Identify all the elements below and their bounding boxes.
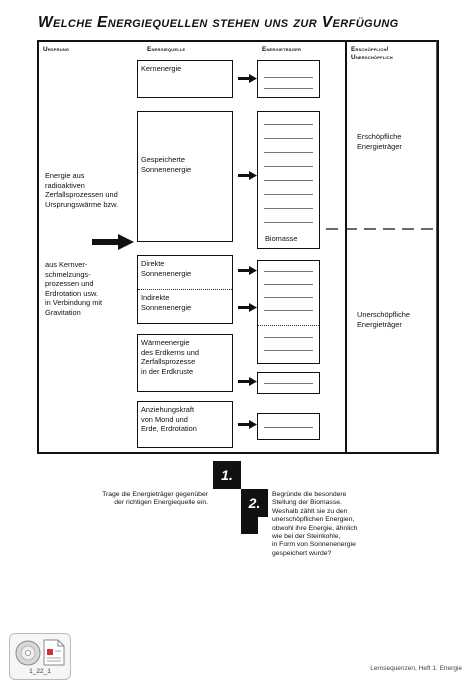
text-line: aus Kernver- [45, 260, 88, 269]
writing-line [264, 337, 313, 338]
writing-line [264, 427, 313, 428]
text-line: Indirekte [141, 293, 170, 302]
source-kernenergie [137, 60, 233, 98]
text-line: des Erdkerns und [141, 347, 199, 357]
right-arrow-icon [238, 420, 257, 429]
source-label [138, 152, 232, 177]
header-erschoepflich [351, 46, 393, 62]
header-energietraeger: Energieträger [262, 46, 302, 53]
text-line: prozessen und [45, 279, 94, 289]
source-sonnenenergie [137, 255, 233, 324]
right-arrow-icon [238, 377, 257, 386]
source-label [138, 335, 232, 379]
writing-line [264, 284, 313, 285]
text-line: Zerfallsprozessen und [45, 190, 118, 200]
task-number-1: 1. [213, 461, 241, 489]
source-label-direkt [138, 256, 232, 281]
right-arrow-icon [238, 74, 257, 83]
text-line: radioaktiven [45, 180, 85, 190]
writing-line [264, 297, 313, 298]
writing-line [264, 194, 313, 195]
task-number-2: 2. [241, 489, 268, 517]
text-line: Energie aus [45, 171, 85, 180]
right-arrow-icon [238, 303, 257, 312]
biomass-label: Biomasse [265, 234, 298, 243]
text-line: Trage die Energieträger gegenüber [102, 491, 208, 498]
text-line: Erde, Erdrotation [141, 424, 197, 434]
category-unerschoepflich [357, 310, 410, 329]
writing-line [264, 152, 313, 153]
text-line: Gespeicherte [141, 155, 185, 164]
document-icon [43, 639, 65, 666]
carrier-field[interactable] [257, 260, 320, 364]
dashed-divider [326, 227, 438, 231]
text-line: Wärmeenergie [141, 338, 190, 347]
carrier-field[interactable] [257, 60, 320, 98]
task-1-text [80, 491, 208, 508]
text-line: obwohl ihre Energie, ähnlich [272, 524, 358, 532]
right-arrow-icon [238, 266, 257, 275]
text-line: Energieträger [357, 141, 402, 151]
text-line: Sonnenenergie [141, 268, 192, 278]
writing-line [264, 310, 313, 311]
text-line: Erschöpfliche [357, 132, 402, 141]
text-line: unerschöpflichen Energien, [272, 516, 355, 524]
series-label: Lernsequenzen, Heft 1: Energie [370, 665, 462, 672]
writing-line [264, 271, 313, 272]
text-line: Unerschöpfliche [357, 310, 410, 319]
text-line: schmelzungs- [45, 269, 91, 279]
origin-radioactive [45, 171, 137, 209]
text-line: Sonnenenergie [141, 302, 192, 312]
task-marker-block [241, 517, 258, 534]
text-line: in Verbindung mit [45, 298, 103, 308]
source-label [138, 402, 232, 437]
text-line: Zerfallsprozesse [141, 357, 196, 367]
right-arrow-icon [92, 234, 134, 250]
text-line: Weshalb zählt sie zu den [272, 507, 348, 515]
header-line: Erschöpflich/ [351, 46, 389, 53]
page-title: Welche Energiequellen stehen uns zur Verfügung [38, 14, 399, 31]
writing-line [264, 222, 313, 223]
category-erschoepflich [357, 132, 402, 151]
text-line: Gravitation [45, 307, 81, 317]
writing-line [264, 180, 313, 181]
right-arrow-icon [238, 171, 257, 180]
text-line: von Mond und [141, 414, 188, 424]
text-line: Erdrotation usw. [45, 288, 98, 298]
writing-line [264, 166, 313, 167]
writing-line [264, 350, 313, 351]
file-badge[interactable] [9, 633, 71, 680]
column-divider [436, 41, 437, 453]
carrier-field[interactable] [257, 372, 320, 394]
source-anziehungskraft [137, 401, 233, 448]
carrier-field[interactable] [257, 413, 320, 440]
writing-line [264, 208, 313, 209]
text-line: wie bei der Steinkohle, [272, 533, 341, 541]
writing-line [264, 138, 313, 139]
text-line: der richtigen Energiequelle ein. [114, 499, 208, 507]
text-line: Anziehungskraft [141, 405, 194, 414]
origin-fusion [45, 260, 137, 318]
dotted-divider [258, 325, 319, 326]
writing-line [264, 77, 313, 78]
header-line: Unerschöpflich [351, 54, 393, 61]
header-energiequelle: Energiequelle [147, 46, 186, 53]
writing-line [264, 383, 313, 384]
text-line: Energieträger [357, 319, 402, 329]
file-code: 1_22_1 [29, 668, 51, 675]
text-line: Begründe die besondere [272, 491, 347, 498]
text-line: Stellung der Biomasse. [272, 499, 342, 507]
source-label-indirekt [138, 290, 194, 315]
column-divider [345, 41, 347, 453]
text-line: Direkte [141, 259, 165, 268]
header-ursprung: Ursprung [43, 46, 70, 53]
source-waermeenergie [137, 334, 233, 392]
text-line: gespeichert wurde? [272, 549, 332, 557]
text-line: in Form von Sonnenenergie [272, 541, 356, 549]
writing-line [264, 88, 313, 89]
writing-line [264, 124, 313, 125]
source-label: Kernenergie [141, 64, 182, 73]
text-line: Ursprungswärme bzw. [45, 199, 119, 209]
carrier-field[interactable] [257, 111, 320, 249]
task-2-text [272, 491, 402, 558]
source-gespeicherte-sonnenenergie [137, 111, 233, 242]
cd-disc-icon [15, 640, 41, 666]
text-line: in der Erdkruste [141, 366, 194, 376]
text-line: Sonnenenergie [141, 164, 192, 174]
